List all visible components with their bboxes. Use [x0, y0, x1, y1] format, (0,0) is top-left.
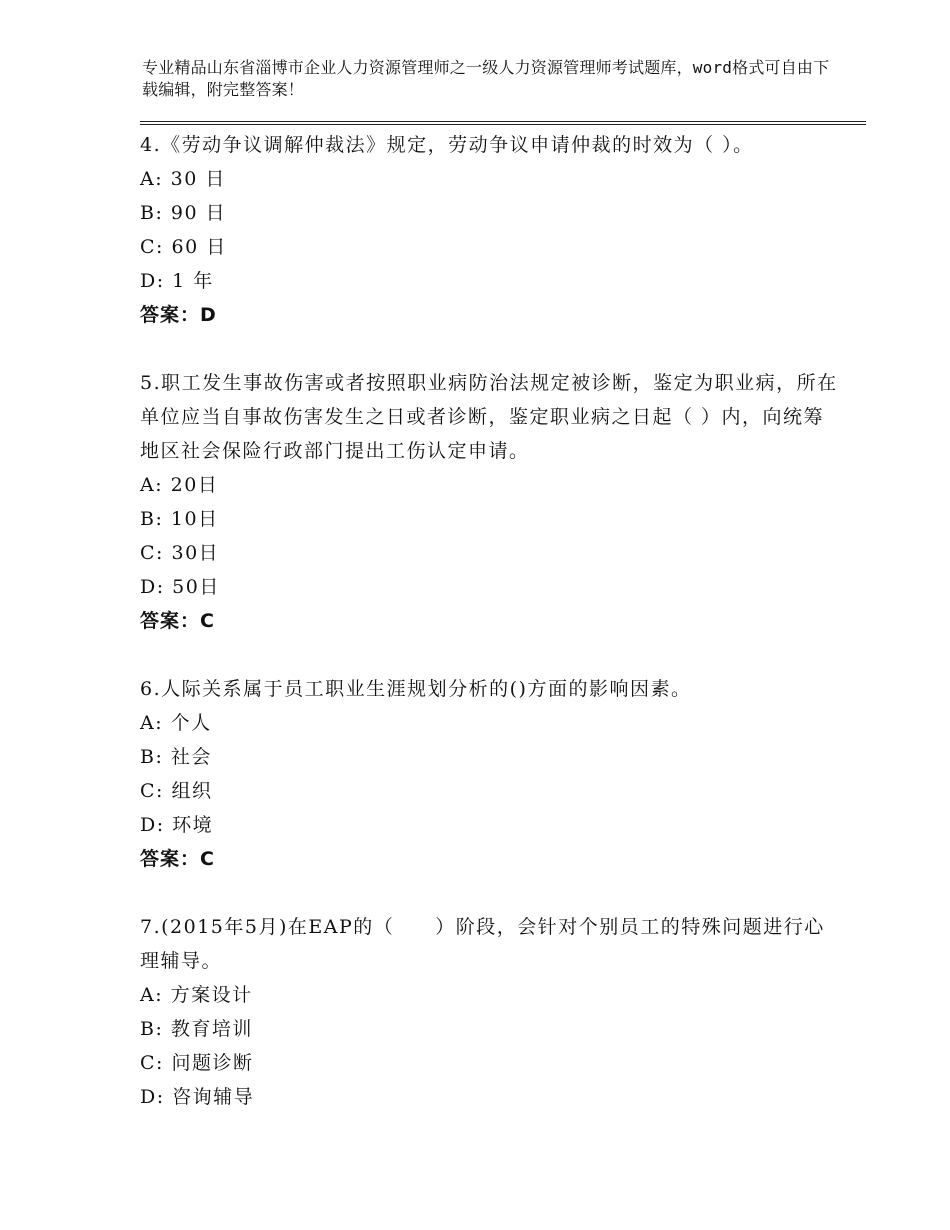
- question-4: [140, 128, 840, 332]
- question-stem: 4.《劳动争议调解仲裁法》规定，劳动争议申请仲裁的时效为（ ）。: [140, 134, 754, 156]
- option-a: A: 20日: [140, 474, 219, 496]
- header-divider-secondary: [140, 124, 866, 125]
- option-d: D: 1 年: [140, 270, 214, 292]
- option-a: A: 30 日: [140, 168, 226, 190]
- option-d: D: 咨询辅导: [140, 1086, 255, 1108]
- question-stem: 7.(2015年5月)在EAP的（ ）阶段，会针对个别员工的特殊问题进行心理辅导。: [140, 916, 825, 972]
- question-stem: 6.人际关系属于员工职业生涯规划分析的()方面的影响因素。: [140, 678, 692, 700]
- option-c: C: 60 日: [140, 236, 227, 258]
- question-5: [140, 366, 840, 638]
- document-header: 专业精品山东省淄博市企业人力资源管理师之一级人力资源管理师考试题库，word格式可自由下载编辑，附完整答案！: [142, 58, 830, 99]
- option-c: C: 问题诊断: [140, 1052, 254, 1074]
- answer: 答案：C: [140, 848, 215, 870]
- option-b: B: 90 日: [140, 202, 227, 224]
- option-d: D: 环境: [140, 814, 214, 836]
- question-7: [140, 910, 840, 1114]
- option-c: C: 组织: [140, 780, 213, 802]
- option-a: A: 方案设计: [140, 984, 253, 1006]
- option-a: A: 个人: [140, 712, 212, 734]
- option-d: D: 50日: [140, 576, 220, 598]
- question-6: [140, 672, 840, 876]
- question-stem: 5.职工发生事故伤害或者按照职业病防治法规定被诊断，鉴定为职业病，所在单位应当自事故伤害发生之日或者诊断，鉴定职业病之日起（ ）内，向统筹地区社会保险行政部门提出工伤认定申请。: [140, 372, 838, 462]
- option-b: B: 社会: [140, 746, 212, 768]
- option-c: C: 30日: [140, 542, 220, 564]
- option-b: B: 10日: [140, 508, 219, 530]
- option-b: B: 教育培训: [140, 1018, 253, 1040]
- header-divider: [140, 121, 866, 122]
- answer: 答案：C: [140, 610, 215, 632]
- answer: 答案：D: [140, 304, 217, 326]
